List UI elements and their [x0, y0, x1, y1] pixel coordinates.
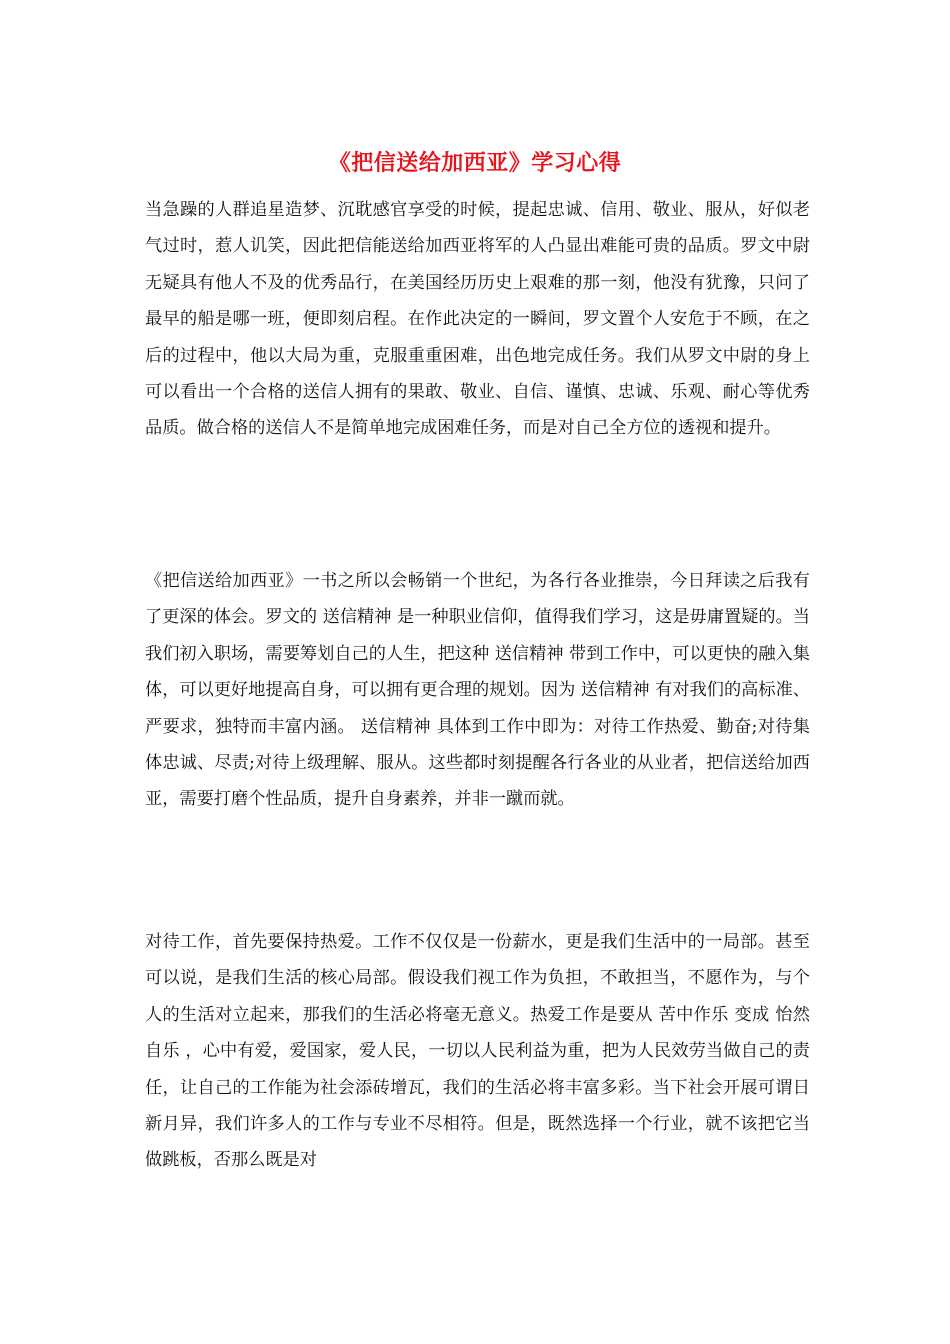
paragraph-3: 对待工作，首先要保持热爱。工作不仅仅是一份薪水，更是我们生活中的一局部。甚至可以说，是我们生活的核心局部。假设我们视工作为负担，不敢担当，不愿作为，与个人的生活对立起来，那我们的生活必将毫无意义。热爱工作是要从 苦中作乐 变成 怡然自乐 ，心中有爱，爱国家，爱人民，一切以人民利益为重，把为人民效劳当做自己的责任，让自己的工作能为社会添砖增瓦，我们的生活必将丰富多彩。当下社会开展可谓日新月异，我们许多人的工作与专业不尽相符。但是，既然选择一个行业，就不该把它当做跳板，否那么既是对 — [145, 932, 810, 1171]
paragraph-1: 当急躁的人群追星造梦、沉耽感官享受的时候，提起忠诚、信用、敬业、服从，好似老气过时，惹人讥笑，因此把信能送给加西亚将军的人凸显出难能可贵的品质。罗文中尉无疑具有他人不及的优秀品行，在美国经历历史上艰难的那一刻，他没有犹豫，只问了最早的船是哪一班，便即刻启程。在作此决定的一瞬间，罗文置个人安危于不顾，在之后的过程中，他以大局为重，克服重重困难，出色地完成任务。我们从罗文中尉的身上可以看出一个合格的送信人拥有的果敢、敬业、自信、谨慎、忠诚、乐观、耐心等优秀品质。做合格的送信人不是简单地完成困难任务，而是对自己全方位的透视和提升。 — [145, 200, 810, 439]
paragraph-2: 《把信送给加西亚》一书之所以会畅销一个世纪，为各行各业推崇，今日拜读之后我有了更深的体会。罗文的 送信精神 是一种职业信仰，值得我们学习，这是毋庸置疑的。当我们初入职场，需要筹划自己的人生，把这种 送信精神 带到工作中，可以更快的融入集体，可以更好地提高自身，可以拥有更合理的规划。因为 送信精神 有对我们的高标准、严要求，独特而丰富内涵。 送信精神 具体到工作中即为：对待工作热爱、勤奋;对待集体忠诚、尽责;对待上级理解、服从。这些都时刻提醒各行各业的从业者，把信送给加西亚，需要打磨个性品质，提升自身素养，并非一蹴而就。 — [145, 571, 810, 810]
document-title: 《把信送给加西亚》学习心得 — [328, 150, 622, 176]
